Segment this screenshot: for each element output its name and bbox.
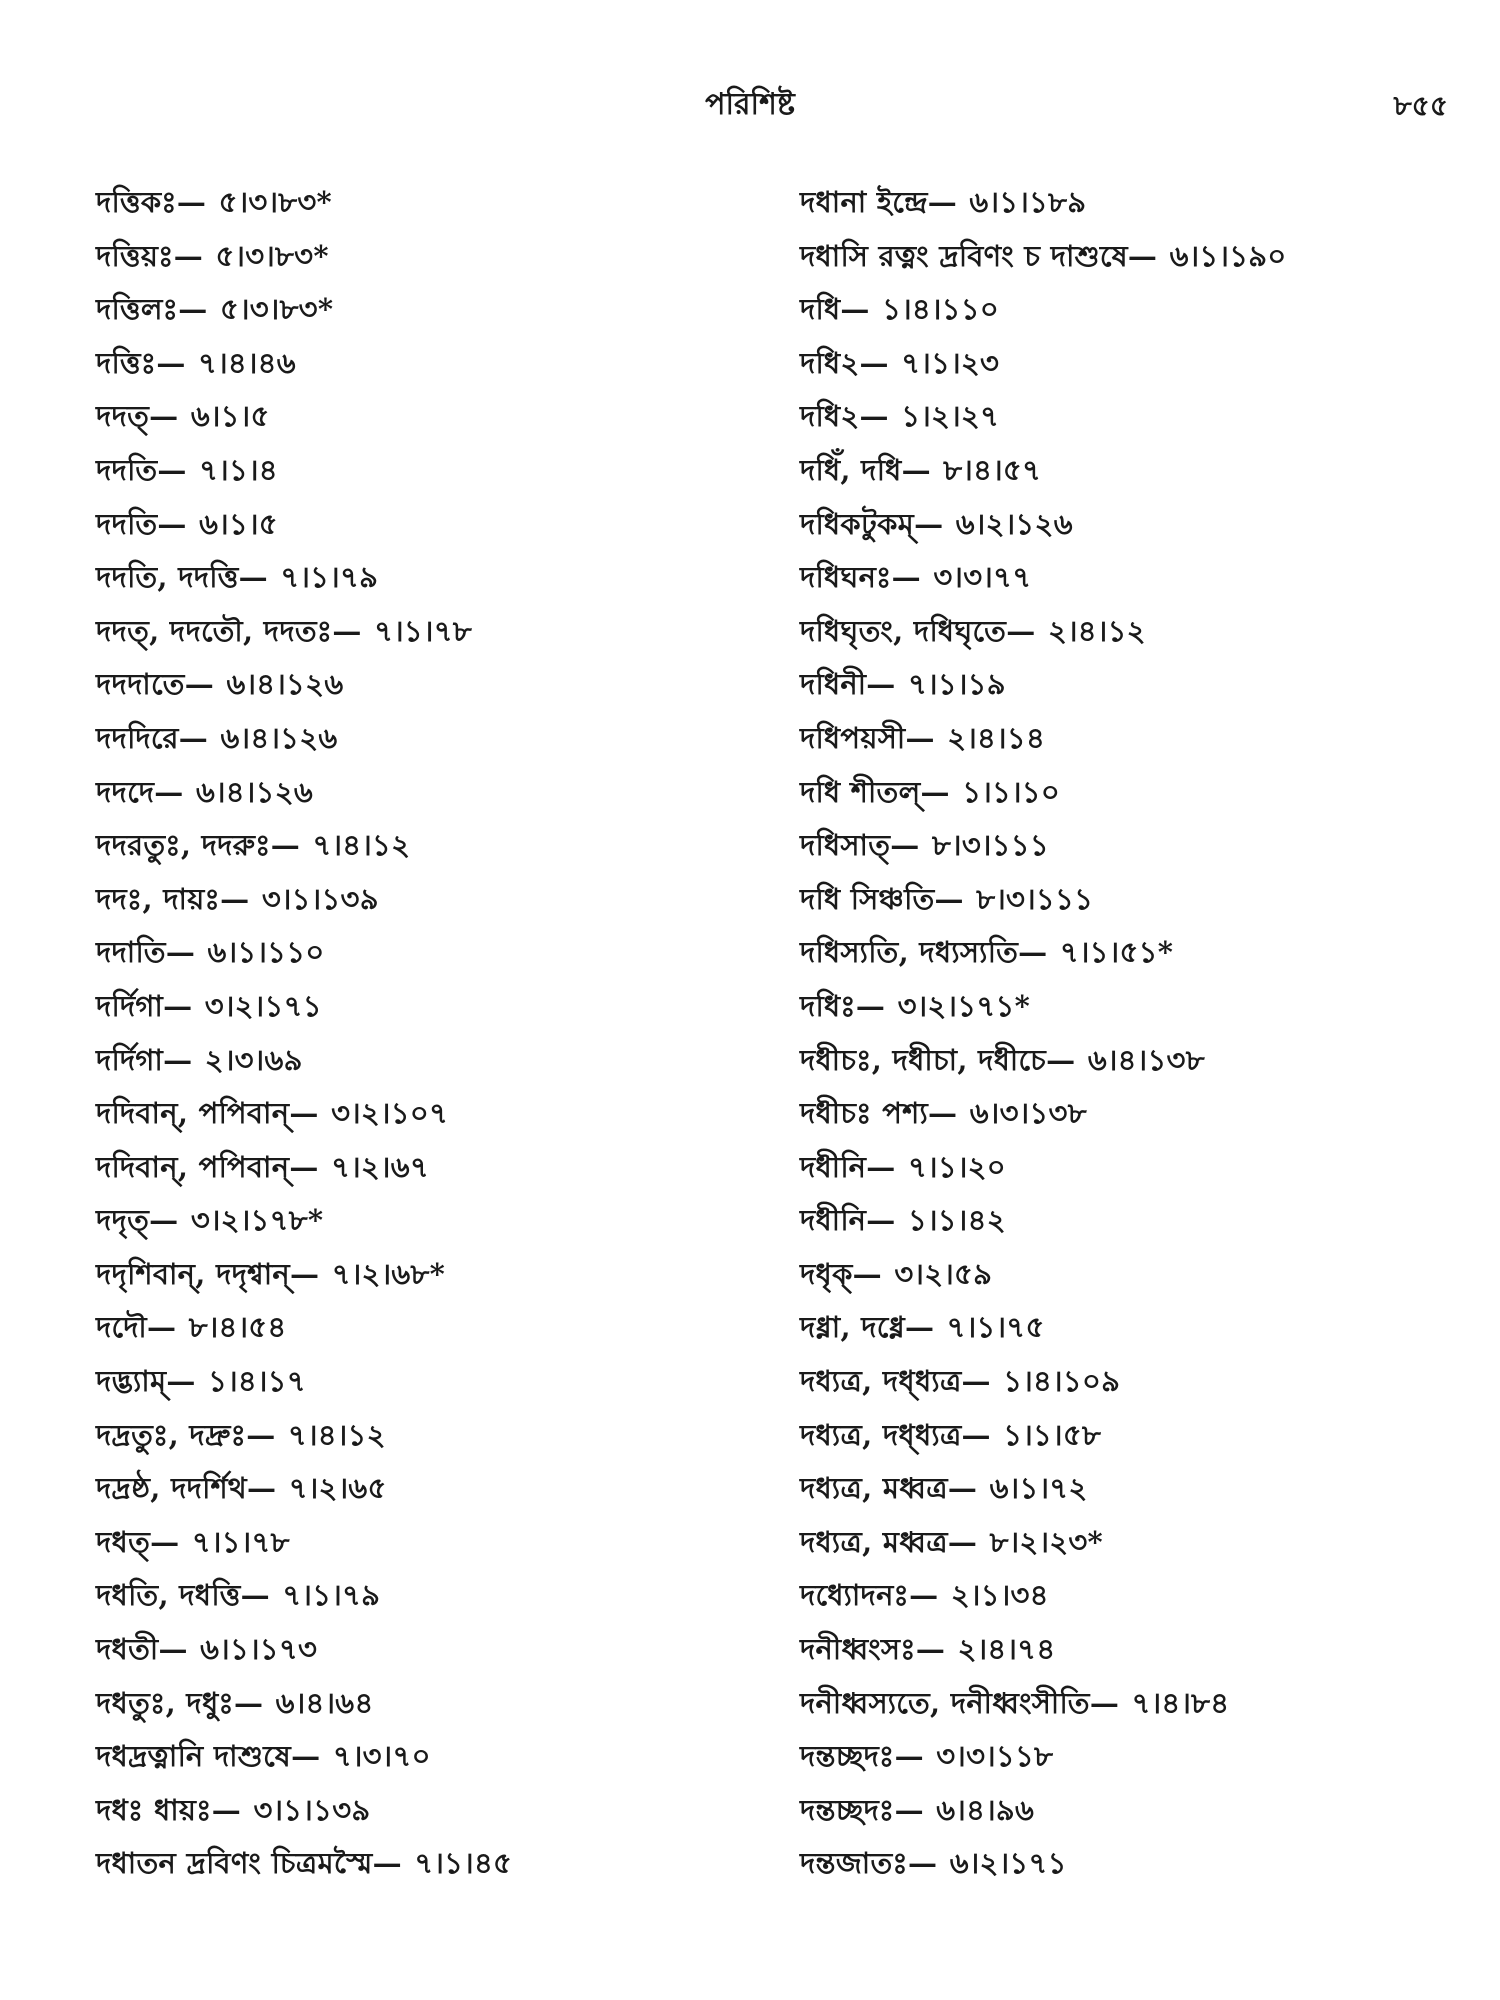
- index-term: দধীনি—: [800, 1203, 896, 1238]
- sutra-reference: ৩।১।১৩৯: [261, 881, 379, 916]
- index-term: দদিবান্, পপিবান্—: [96, 1149, 319, 1184]
- index-entry: [800, 1355, 1460, 1409]
- index-column-left: [96, 176, 786, 1891]
- index-entry: [96, 1462, 786, 1516]
- sutra-reference: ৭।৪।১২: [312, 828, 411, 863]
- page-number: ৮৫৫: [1393, 89, 1448, 122]
- index-term: দধি সিঞ্চতি—: [800, 881, 964, 916]
- sutra-reference: ২।৩।৬৯: [204, 1042, 303, 1077]
- sutra-reference: ১।১।৫৮: [1003, 1417, 1102, 1452]
- sutra-reference: ৬।৪।৬৪: [275, 1685, 374, 1720]
- index-term: দধ্যোদনঃ—: [800, 1578, 939, 1613]
- index-entry: [800, 980, 1460, 1034]
- index-entry: [96, 1355, 786, 1409]
- index-term: দধি২—: [800, 345, 889, 380]
- sutra-reference: ৭।১।২৩: [901, 345, 1000, 380]
- index-entry: [96, 1087, 786, 1141]
- index-entry: [800, 873, 1460, 927]
- index-entry: [800, 658, 1460, 712]
- sutra-reference: ৩।২।৫৯: [894, 1256, 993, 1291]
- index-term: দধিনী—: [800, 667, 896, 702]
- sutra-reference: ৭।১।৪: [199, 452, 278, 487]
- index-term: দধাতন দ্রবিণং চিত্রমস্মৈ—: [96, 1846, 402, 1881]
- index-term: দর্দিগা—: [96, 1042, 193, 1077]
- sutra-reference: ৬।২।১৭১: [949, 1846, 1067, 1881]
- sutra-reference: ৬।৪।১২৬: [220, 720, 338, 755]
- index-entry: [96, 176, 786, 230]
- index-term: দদত্—: [96, 399, 179, 434]
- sutra-reference: ৩।২।১০৭: [331, 1096, 449, 1131]
- index-entry: [96, 1623, 786, 1677]
- index-term: দধি—: [800, 292, 870, 327]
- index-entry: [800, 1034, 1460, 1088]
- index-entry: [96, 1194, 786, 1248]
- sutra-reference: ৬।১।১৮৯: [969, 185, 1087, 219]
- sutra-reference: ৮।২।২৩*: [989, 1524, 1104, 1559]
- sutra-reference: ৮।৪।৫৪: [188, 1310, 287, 1345]
- index-term: দধিপয়সী—: [800, 720, 935, 755]
- sutra-reference: ৭।২।৬৭: [331, 1149, 430, 1184]
- index-entry: [96, 873, 786, 927]
- sutra-reference: ৭।১।২০: [908, 1149, 1006, 1184]
- index-entry: [96, 1784, 786, 1838]
- index-term: দদৃশিবান্, দদৃশ্বান্—: [96, 1256, 320, 1291]
- index-entry: [800, 1194, 1460, 1248]
- index-entry: [96, 1569, 786, 1623]
- index-entry: [96, 551, 786, 605]
- index-entry: [800, 926, 1460, 980]
- index-entry: [96, 1677, 786, 1731]
- index-term: দদাতি—: [96, 935, 196, 970]
- index-entry: [800, 1837, 1460, 1891]
- sutra-reference: ১।৪।১০৯: [1003, 1364, 1121, 1399]
- index-term: দধত্—: [96, 1524, 180, 1559]
- sutra-reference: ৭।১।৫১*: [1059, 935, 1174, 970]
- index-term: দধিঘনঃ—: [800, 560, 921, 595]
- index-term: দদদাতে—: [96, 667, 215, 702]
- index-term: দধীচঃ পশ্য—: [800, 1096, 958, 1131]
- index-entry: [96, 658, 786, 712]
- index-term: দধিঁ, দধি—: [800, 452, 931, 487]
- page-title: পরিশিষ্ট: [705, 87, 795, 122]
- sutra-reference: ৩।২।১৭১*: [897, 988, 1031, 1023]
- sutra-reference: ৫।৩।৮৩*: [218, 185, 332, 219]
- index-term: দত্তিকঃ—: [96, 185, 207, 219]
- index-entry: [800, 1730, 1460, 1784]
- sutra-reference: ৬।১।১৯০: [1169, 238, 1287, 273]
- index-term: দদতি—: [96, 506, 187, 541]
- index-entry: [800, 176, 1460, 230]
- index-term: দদরতুঃ, দদরুঃ—: [96, 828, 301, 863]
- sutra-reference: ২।১।৩৪: [950, 1578, 1049, 1613]
- index-term: দধতী—: [96, 1632, 188, 1667]
- sutra-reference: ৭।১।৭৮: [191, 1524, 290, 1559]
- sutra-reference: ৭।১।৭৯: [280, 560, 379, 595]
- index-entry: [96, 1409, 786, 1463]
- index-term: দধৃক্—: [800, 1256, 882, 1291]
- index-entry: [800, 1623, 1460, 1677]
- sutra-reference: ৭।১।১৯: [908, 667, 1006, 702]
- index-term: দধীচঃ, দধীচা, দধীচে—: [800, 1042, 1076, 1077]
- index-term: দধঃ ধায়ঃ—: [96, 1792, 242, 1827]
- sutra-reference: ৮।৩।১১১: [976, 881, 1094, 916]
- sutra-reference: ৫।৩।৮৩*: [215, 238, 329, 273]
- index-term: দদ্রষ্ঠ, দদর্শিথ—: [96, 1471, 277, 1506]
- index-term: দধ্যত্র, দধ্ধ্যত্র—: [800, 1417, 991, 1452]
- index-column-right: [800, 176, 1460, 1891]
- sutra-reference: ৮।৪।৫৭: [943, 452, 1042, 487]
- index-entry: [96, 1034, 786, 1088]
- index-term: দদঃ, দায়ঃ—: [96, 881, 250, 916]
- index-term: দধি২—: [800, 399, 889, 434]
- index-entry: [800, 283, 1460, 337]
- sutra-reference: ৬।১।৫: [190, 399, 270, 434]
- sutra-reference: ৩।৩।৭৭: [933, 560, 1032, 595]
- index-entry: [96, 605, 786, 659]
- index-term: দন্তজাতঃ—: [800, 1846, 938, 1881]
- index-entry: [96, 712, 786, 766]
- index-term: দদতি, দদত্তি—: [96, 560, 268, 595]
- index-entry: [96, 926, 786, 980]
- index-term: দনীধ্বংসঃ—: [800, 1632, 946, 1667]
- sutra-reference: ১।৪।১১০: [882, 292, 1000, 327]
- sutra-reference: ৭।২।৬৮*: [331, 1256, 446, 1291]
- index-entry: [96, 1141, 786, 1195]
- index-term: দধীনি—: [800, 1149, 896, 1184]
- index-term: দত্তিঃ—: [96, 345, 186, 380]
- sutra-reference: ২।৪।১২: [1047, 613, 1146, 648]
- index-entry: [800, 1409, 1460, 1463]
- index-entry: [800, 1462, 1460, 1516]
- sutra-reference: ৭।৪।১২: [287, 1417, 386, 1452]
- index-entry: [800, 1087, 1460, 1141]
- index-term: দনীধ্বস্যতে, দনীধ্বংসীতি—: [800, 1685, 1120, 1720]
- sutra-reference: ৬।১।৭২: [989, 1471, 1088, 1506]
- index-term: দধিকটুকম্—: [800, 506, 944, 541]
- index-entry: [800, 498, 1460, 552]
- index-term: দদত্, দদতৌ, দদতঃ—: [96, 613, 362, 648]
- index-term: দর্দিগা—: [96, 988, 193, 1023]
- sutra-reference: ৭।১।৭৫: [946, 1310, 1045, 1345]
- index-term: দদ্ভ্যাম্—: [96, 1364, 196, 1399]
- sutra-reference: ২।৪।৭৪: [957, 1632, 1056, 1667]
- sutra-reference: ৫।৩।৮৩*: [219, 292, 334, 327]
- sutra-reference: ৬।৪।৯৬: [936, 1792, 1035, 1827]
- sutra-reference: ৮।৩।১১১: [932, 828, 1050, 863]
- sutra-reference: ৬।১।৫: [199, 506, 278, 541]
- index-entry: [800, 766, 1460, 820]
- index-entry: [96, 444, 786, 498]
- index-entry: [800, 1301, 1460, 1355]
- sutra-reference: ৭।৩।৭০: [332, 1739, 431, 1774]
- index-term: দত্তিয়ঃ—: [96, 238, 204, 273]
- index-entry: [96, 230, 786, 284]
- index-term: দধতি, দধত্তি—: [96, 1578, 270, 1613]
- index-term: দন্তচ্ছদঃ—: [800, 1739, 924, 1774]
- sutra-reference: ৭।৪।৪৬: [198, 345, 296, 380]
- index-term: দদ্রতুঃ, দদ্রুঃ—: [96, 1417, 276, 1452]
- index-term: দধদ্রত্নানি দাশুষে—: [96, 1739, 321, 1774]
- sutra-reference: ৬।৪।১৩৮: [1087, 1042, 1205, 1077]
- sutra-reference: ৭।১।৭৯: [282, 1578, 381, 1613]
- index-entry: [800, 337, 1460, 391]
- index-term: দধাসি রত্নং দ্রবিণং চ দাশুষে—: [800, 238, 1158, 273]
- sutra-reference: ১।১।১০: [962, 774, 1061, 809]
- index-entry: [96, 1301, 786, 1355]
- index-term: দধ্যত্র, মধ্বত্র—: [800, 1471, 978, 1506]
- index-term: দদিবান্, পপিবান্—: [96, 1096, 319, 1131]
- index-term: দধিসাত্—: [800, 828, 920, 863]
- sutra-reference: ৬।১।১১০: [207, 935, 325, 970]
- index-term: দধ্যত্র, দধ্ধ্যত্র—: [800, 1364, 991, 1399]
- index-entry: [800, 390, 1460, 444]
- sutra-reference: ৭।২।৬৫: [288, 1471, 387, 1506]
- index-entry: [800, 1516, 1460, 1570]
- sutra-reference: ১।৪।১৭: [208, 1364, 306, 1399]
- index-entry: [800, 230, 1460, 284]
- index-term: দদৌ—: [96, 1310, 177, 1345]
- index-entry: [96, 283, 786, 337]
- index-entry: [96, 1248, 786, 1302]
- sutra-reference: ৬।২।১২৬: [955, 506, 1073, 541]
- index-entry: [96, 766, 786, 820]
- index-entry: [96, 1730, 786, 1784]
- index-term: দত্তিলঃ—: [96, 292, 208, 327]
- sutra-reference: ৩।৩।১১৮: [936, 1739, 1054, 1774]
- index-term: দদতি—: [96, 452, 187, 487]
- sutra-reference: ৩।১।১৩৯: [253, 1792, 371, 1827]
- sutra-reference: ২।৪।১৪: [947, 720, 1046, 755]
- index-entry: [96, 1837, 786, 1891]
- index-term: দন্তচ্ছদঃ—: [800, 1792, 924, 1827]
- index-entry: [96, 337, 786, 391]
- index-entry: [800, 1784, 1460, 1838]
- sutra-reference: ৬।৪।১২৬: [195, 774, 314, 809]
- sutra-reference: ৬।৪।১২৬: [226, 667, 344, 702]
- sutra-reference: ১।১।৪২: [908, 1203, 1006, 1238]
- sutra-reference: ৩।২।১৭৮*: [190, 1203, 324, 1238]
- index-entry: [800, 605, 1460, 659]
- index-term: দধতুঃ, দধুঃ—: [96, 1685, 264, 1720]
- sutra-reference: ১।২।২৭: [901, 399, 1000, 434]
- index-entry: [800, 1248, 1460, 1302]
- index-entry: [96, 819, 786, 873]
- index-term: দদদিরে—: [96, 720, 209, 755]
- index-entry: [800, 1569, 1460, 1623]
- index-term: দধানা ইন্দ্রে—: [800, 185, 958, 219]
- index-term: দধিস্যতি, দধ্যস্যতি—: [800, 935, 1048, 970]
- index-term: দধ্না, দধ্নে—: [800, 1310, 935, 1345]
- sutra-reference: ৩।২।১৭১: [204, 988, 322, 1023]
- index-entry: [800, 819, 1460, 873]
- sutra-reference: ৬।৩।১৩৮: [969, 1096, 1087, 1131]
- index-entry: [96, 390, 786, 444]
- sutra-reference: ৭।১।৭৮: [374, 613, 472, 648]
- index-term: দধিঃ—: [800, 988, 886, 1023]
- index-term: দদৃত্—: [96, 1203, 179, 1238]
- index-entry: [800, 712, 1460, 766]
- sutra-reference: ৭।১।৪৫: [414, 1846, 513, 1881]
- sutra-reference: ৭।৪।৮৪: [1131, 1685, 1230, 1720]
- index-entry: [800, 444, 1460, 498]
- index-term: দধ্যত্র, মধ্বত্র—: [800, 1524, 978, 1559]
- index-entry: [96, 1516, 786, 1570]
- index-entry: [800, 551, 1460, 605]
- index-entry: [96, 498, 786, 552]
- index-term: দদদে—: [96, 774, 184, 809]
- index-entry: [800, 1677, 1460, 1731]
- index-term: দধি শীতল্—: [800, 774, 950, 809]
- index-entry: [800, 1141, 1460, 1195]
- index-term: দধিঘৃতং, দধিঘৃতে—: [800, 613, 1036, 648]
- index-entry: [96, 980, 786, 1034]
- sutra-reference: ৬।১।১৭৩: [200, 1632, 318, 1667]
